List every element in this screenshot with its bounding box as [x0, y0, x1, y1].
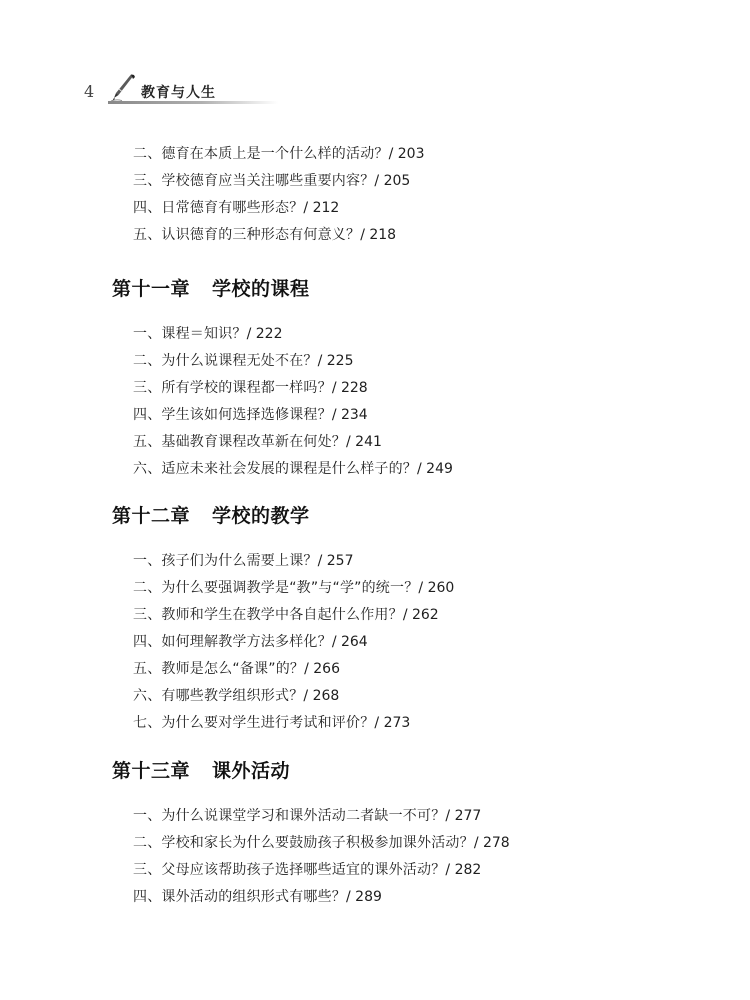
chapter-name: 学校的教学: [212, 505, 310, 527]
page-header: [84, 72, 274, 108]
toc-item[interactable]: [133, 884, 672, 911]
toc-item[interactable]: [133, 168, 425, 195]
toc-item[interactable]: [133, 375, 672, 402]
toc-item-page: / 257: [317, 553, 354, 569]
toc-item-page: / 205: [374, 173, 411, 189]
toc-item-text: 二、学校和家长为什么要鼓励孩子积极参加课外活动？: [133, 835, 474, 851]
toc-item-page: / 278: [473, 835, 510, 851]
toc-item[interactable]: [133, 857, 672, 884]
chapter-title[interactable]: [112, 504, 672, 528]
toc-item[interactable]: [133, 402, 672, 429]
toc-item[interactable]: [133, 830, 672, 857]
toc-item-text: 六、有哪些教学组织形式？: [133, 688, 304, 704]
toc-item-page: / 273: [374, 715, 411, 731]
toc-item-text: 四、日常德育有哪些形态？: [133, 200, 304, 216]
toc-item[interactable]: [133, 710, 672, 737]
toc-item[interactable]: [133, 195, 425, 222]
toc-item[interactable]: [133, 629, 672, 656]
toc-item[interactable]: [133, 683, 672, 710]
toc-item-page: / 289: [346, 889, 382, 905]
toc-item-text: 三、教师和学生在教学中各自起什么作用？: [133, 607, 403, 623]
toc-list: [133, 141, 425, 249]
toc-item-text: 一、孩子们为什么需要上课？: [133, 553, 318, 569]
toc-item-page: / 277: [445, 808, 482, 824]
toc-item-text: 五、基础教育课程改革新在何处？: [133, 434, 346, 450]
toc-item-page: / 249: [417, 461, 453, 477]
toc-item-text: 四、如何理解教学方法多样化？: [133, 634, 332, 650]
toc-item-page: / 266: [304, 661, 340, 677]
header-rule: [108, 101, 278, 104]
toc-item[interactable]: [133, 222, 425, 249]
toc-list: [133, 803, 672, 911]
toc-item-page: / 234: [331, 407, 368, 423]
toc-item-page: / 212: [303, 200, 340, 216]
toc-item-page: / 262: [402, 607, 439, 623]
toc-item[interactable]: [133, 548, 672, 575]
toc-item[interactable]: [133, 656, 672, 683]
toc-list: [133, 321, 672, 483]
toc-item-page: / 264: [331, 634, 368, 650]
toc-item-text: 六、适应未来社会发展的课程是什么样子的？: [133, 461, 417, 477]
pen-icon: [110, 74, 136, 102]
chapter-title[interactable]: [112, 759, 672, 783]
page-number: 4: [84, 82, 95, 101]
chapter-section: [112, 504, 672, 737]
chapter-number: 第十三章: [112, 760, 191, 782]
toc-item-page: / 218: [360, 227, 397, 243]
toc-item-text: 二、德育在本质上是一个什么样的活动？: [133, 146, 389, 162]
chapter-name: 课外活动: [212, 760, 291, 782]
toc-item-text: 三、学校德育应当关注哪些重要内容？: [133, 173, 375, 189]
chapter-number: 第十二章: [112, 505, 191, 527]
toc-item-text: 四、课外活动的组织形式有哪些？: [133, 889, 346, 905]
toc-item-page: / 228: [331, 380, 368, 396]
toc-item-text: 三、父母应该帮助孩子选择哪些适宜的课外活动？: [133, 862, 446, 878]
chapter-section: [112, 277, 672, 483]
toc-item[interactable]: [133, 429, 672, 456]
toc-item-page: / 260: [418, 580, 455, 596]
toc-item[interactable]: [133, 348, 672, 375]
toc-item-page: / 225: [317, 353, 354, 369]
chapter-name: 学校的课程: [212, 278, 310, 300]
toc-item-text: 一、为什么说课堂学习和课外活动二者缺一不可？: [133, 808, 446, 824]
toc-item[interactable]: [133, 456, 672, 483]
toc-item[interactable]: [133, 602, 672, 629]
toc-item[interactable]: [133, 321, 672, 348]
chapter-number: 第十一章: [112, 278, 191, 300]
toc-item-text: 二、为什么说课程无处不在？: [133, 353, 318, 369]
chapter-section: [112, 759, 672, 911]
chapter-title[interactable]: [112, 277, 672, 301]
toc-list: [133, 548, 672, 737]
toc-item-text: 四、学生该如何选择选修课程？: [133, 407, 332, 423]
running-title: 教育与人生: [141, 85, 216, 101]
toc-item-page: / 241: [346, 434, 382, 450]
toc-item-text: 五、教师是怎么“备课”的？: [133, 661, 305, 677]
continued-section: [133, 141, 425, 249]
toc-item-text: 七、为什么要对学生进行考试和评价？: [133, 715, 375, 731]
toc-item-text: 五、认识德育的三种形态有何意义？: [133, 227, 361, 243]
toc-item-page: / 282: [445, 862, 482, 878]
toc-item-page: / 268: [303, 688, 340, 704]
toc-item-text: 三、所有学校的课程都一样吗？: [133, 380, 332, 396]
toc-item-page: / 203: [388, 146, 425, 162]
toc-item-text: 一、课程＝知识？: [133, 326, 247, 342]
toc-item[interactable]: [133, 141, 425, 168]
toc-item-text: 二、为什么要强调教学是“教”与“学”的统一？: [133, 580, 419, 596]
toc-item-page: / 222: [246, 326, 283, 342]
toc-item[interactable]: [133, 803, 672, 830]
toc-item[interactable]: [133, 575, 672, 602]
